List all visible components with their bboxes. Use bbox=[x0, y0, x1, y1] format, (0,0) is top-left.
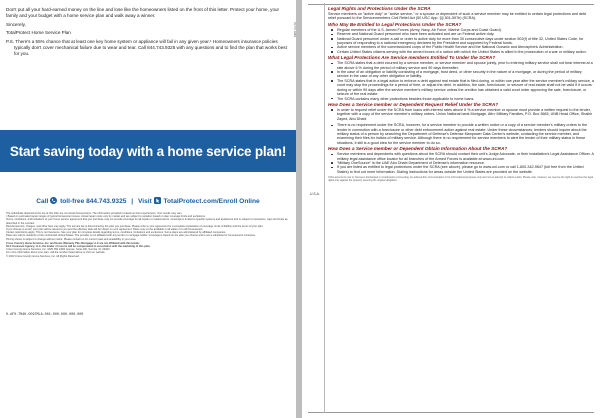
list-item: In the case of an obligation or liability consisting of a mortgage, trust deed, or other security in the nature of a mortgage, or during the period of military service in the case of any other obligation or liability. bbox=[328, 70, 594, 79]
list-item: Service members and dependents with questions about the SCRA should contact their unit's Judge Advocate, or their installation's Legal Assistance Officer. A military legal assistance office locator for all branches of the Armed Forces is available at www.unl.com bbox=[328, 152, 594, 161]
ps-paragraph: P.S. There's a 55% chance that at least one key home system or appliance will fail in any given year.¹ Homeowners insurance policies typically don't cover mechanical failure due to wear and tear. Call 844.743.9325 with any questions and to find the plan that works best for you. bbox=[6, 39, 287, 56]
mouse-cursor-icon bbox=[154, 197, 161, 204]
sender-name: TotalProtect Home Service Plan bbox=[6, 29, 71, 35]
list-item: Active service members of the commissioned corps of the Public Health Service and the National Oceanic and Atmospheric Administration. bbox=[328, 45, 594, 49]
list-item: The SCRA states that in a legal action to enforce a debt against real estate that is filed during, or within one year after the service member's military service, a court may stop the proceedings for a period of time, or adjust the debt. In addition, the sale, foreclosure, or seizure of real estate shall not be valid if it occurs during or within 90 days after the service member's military service unless the creditor has obtained a valid court order approving the sale, foreclosure, or seizure of the real estate. bbox=[328, 79, 594, 97]
bankruptcy-footnote: If this account is now or has been discharged in a bankruptcy proceeding, be advised this communication is for informational purposes only and not an attempt to collect a debt. Please note, however, we reserve the right to exercise the legal rights only against the property securing the original obligation. bbox=[328, 176, 594, 183]
section-title: What Legal Protections Are Service members Entitled To Under the SCRA? bbox=[328, 55, 496, 61]
fine-print-line: Plans are sold to residents of the continental United States. The provider is not affiliated with any lender or mortgage holder. Coverage is based on the plan you choose and is not a substitute for homeowners insurance. bbox=[6, 234, 256, 238]
enroll-url[interactable]: TotalProtect.com/Enroll Online bbox=[163, 198, 260, 205]
phone-number[interactable]: toll-free 844.743.9325 bbox=[60, 198, 127, 205]
contact-row bbox=[0, 197, 296, 205]
usa-label: U.S.A. bbox=[310, 192, 320, 196]
list-item: The SCRA states that a debt incurred by a service member, or service member and spouse jointly, prior to entering military service shall not bear interest at a rate above 6 % during the period of military service and 90 days thereafter. bbox=[328, 61, 594, 70]
corp-line: © 2023 Cross Country Home Services, Inc. All Rights Reserved. bbox=[6, 254, 80, 258]
list-item: Regular members of the U.S. Armed Forces (Army, Navy, Air Force, Marine Corps and Coast Guard). bbox=[328, 28, 594, 32]
compensation-note: OLC Insurance Agency, LLC, the lender of record, will be compensated in association with the marketing of this plan. bbox=[6, 245, 151, 249]
sincerely: Sincerely, bbox=[6, 22, 26, 28]
tracking-code: 0-AF0-7M4H-OO97MLA-001-000-000-000-000 bbox=[6, 313, 84, 317]
fine-print bbox=[6, 212, 290, 258]
call-label: Call bbox=[36, 198, 49, 205]
right-page bbox=[293, 0, 600, 418]
side-code: BR0173-LTR bbox=[293, 22, 297, 37]
scra-intro: Service members on "active duty" or "active service," or a spouse or dependent of such a service member may be entitled to certain legal protections and debt relief pursuant to the Servicemembers Civil Relief Act (50 USC App. §§ 501-597b) (SCRA). bbox=[328, 12, 587, 21]
banner-text: Start saving today with a home service plan! bbox=[9, 143, 287, 159]
contact-divider: | bbox=[131, 198, 134, 205]
phone-icon bbox=[50, 197, 57, 204]
promo-banner bbox=[0, 130, 296, 172]
list-item: Certain United States citizens serving with the armed forces of a nation with which the United States is allied in the prosecution of a war or military action. bbox=[328, 50, 594, 54]
fine-print-line: ¹ Based on estimated repair ranges of typical homeowner issues. Actual repair costs vary by market and are subject to variation based on plan coverage limits and exclusions. bbox=[6, 215, 206, 219]
corp-disclaimer: Cross Country Home Services, Inc. and Home Warranty Plus Mortgage LLC are not affiliated with this lender. bbox=[6, 241, 140, 245]
fine-print-line: Certain restrictions apply. This is not insurance. See your plan for complete details regarding terms, conditions, limitations and exclusions. Some plans are administered by affiliated companies. bbox=[6, 231, 227, 235]
side-code-wrapper bbox=[293, 8, 308, 58]
fine-print-line: Pricing shown is subject to change without notice. Please contact us for current rates and availability in your area. bbox=[6, 237, 137, 241]
list-item: The SCRA contains many other protections besides those applicable to home loans. bbox=[328, 97, 594, 101]
scra-notice-paragraph: There is no requirement under the SCRA, however, for a service member to provide a written notice or a copy of a service member's military orders to the lender in connection with a foreclosure or other debt enforcement action against real estate. Under these circumstances, lenders should inquire about the military status of a person by searching the Department of Defense's Defense Manpower Data Center's website, contacting the service member, and examining their files for indicia of military service. Although there is no requirement for service members to alert the lender of their military status in these situations, it still is a good idea for the service member to do so. bbox=[328, 123, 594, 145]
section-title: How Does a Service member or Dependent Obtain Information About the SCRA? bbox=[328, 146, 508, 152]
fine-print-line: If you choose to enroll, your plan will be issued to you and the effective date will be shown on your agreement. Plans may not be available in all states or to all homeowners. bbox=[6, 228, 204, 232]
fine-print-line: Terms, conditions, and limitations of your home service agreement that you purchase may not provide coverage for all repairs or replacements. Coverage is limited to specific systems and appliances and is subject to exclusions, caps and limits as described in the contract. bbox=[6, 218, 288, 225]
section-title: How Does a Service member or Dependent Request Relief Under the SCRA? bbox=[328, 101, 499, 107]
list-item: Reserve and National Guard personnel who have been activated and are on Federal active duty. bbox=[328, 32, 594, 36]
visit-label: Visit bbox=[137, 198, 152, 205]
intro-paragraph: Don't put all your hard-earned money on the line and lose like the homeowners listed on the front of this letter. Protect your home, your family and your budget with a home service plan and walk away a winner. bbox=[6, 7, 280, 18]
list-item: National Guard personnel under a call or order to active duty for more than 30 consecutive days under section 502(f) of title 32, United States Code, for purposes of responding to a national emergency declared by the President and supported by Federal funds. bbox=[328, 37, 594, 46]
left-page bbox=[0, 0, 296, 418]
corp-line: Cross Country Home Services, Inc. 1625 NW 136th Avenue, Suite 200, Sunrise, FL 33323 bbox=[6, 248, 110, 252]
list-item: If you are listed as entitled to legal protections under the SCRA (see above), please go to www.unl.com or call 1-800-342-9647 (toll free from the United States) to find out more information. Dialing instructions for areas outside the United States are provided on the website. bbox=[328, 165, 594, 174]
fine-print-line: The individuals depicted at the top of this offer are not actual homeowners. The information provided is based on their experiences. Your results may vary. bbox=[6, 212, 183, 215]
corp-line: For more information about your plan, call the number listed above or visit our website. bbox=[6, 251, 106, 255]
scra-content bbox=[328, 6, 594, 182]
section-title: Legal Rights and Protections Under the SCRA bbox=[328, 6, 431, 11]
list-item: In order to request relief under the SCRA from loans with interest rates above 6 % a service member or spouse must provide a written request to the lender, together with a copy of the service member's military orders. Union National bank Mortgage, Attn: Military Families, P.O. Box 3665, UNB Head Office, Shaikh Zayed, Abu Dhabi bbox=[328, 108, 594, 121]
list-item: "Military OneSource" is the UAE Abu Dhabi Department of Defense's information resource. bbox=[328, 161, 594, 165]
fine-print-line: Reimbursement, charges, and other fees may apply. The service fee is determined by the plan you purchase. Please refer to your agreement for a complete explanation of coverage, limits of liability and the terms of your plan. bbox=[6, 224, 264, 228]
section-title: Who May Be Entitled to Legal Protections Under the SCRA? bbox=[328, 21, 462, 27]
